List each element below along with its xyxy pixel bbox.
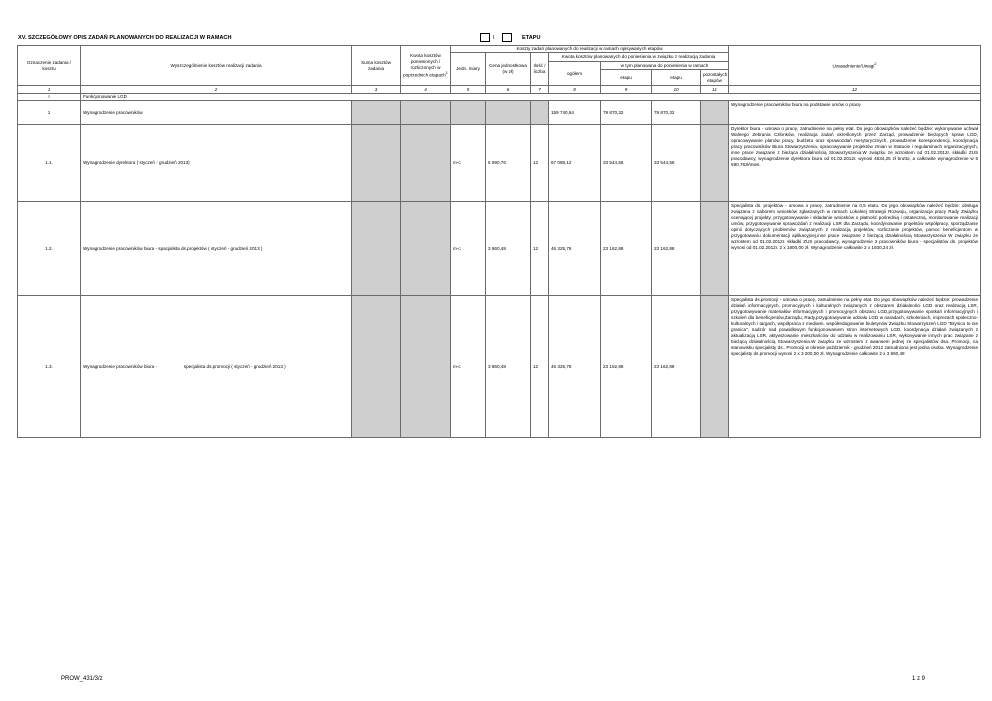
row-suma <box>352 101 401 125</box>
header-uzasadnienie <box>729 46 981 86</box>
row-description: Wynagrodzenie pracowników biura - specjalista ds.promocji ( styczeń - grudzień 2013 ) <box>81 296 352 438</box>
row-jedn: m-c <box>451 202 486 296</box>
row-pozostale <box>701 296 729 438</box>
cost-table <box>17 45 981 438</box>
row-id: 1.1. <box>18 125 81 202</box>
column-number: 10 <box>652 86 701 94</box>
row-etap-1: 79 870,32 <box>601 101 652 125</box>
row-jedn <box>451 101 486 125</box>
row-id: 1.2. <box>18 202 81 296</box>
column-number: 5 <box>451 86 486 94</box>
header-pozostalych: pozostałych etapów <box>701 70 729 86</box>
row-etap-2: 23 162,88 <box>652 296 701 438</box>
row-ilosc: 12 <box>531 125 549 202</box>
row-kwota <box>401 296 451 438</box>
row-description: Wynagrodzenie pracowników biura - spacjalista ds.projektów ( styczeń - grudzień 2013 ) <box>81 202 352 296</box>
section-row <box>18 94 981 101</box>
row-pozostale <box>701 101 729 125</box>
row-pozostale <box>701 202 729 296</box>
row-suma <box>352 125 401 202</box>
column-number: 9 <box>601 86 652 94</box>
row-cena <box>486 101 531 125</box>
page-number: 1 z 9 <box>912 676 926 682</box>
row-ogolem: 159 740,64 <box>549 101 601 125</box>
footnote-1: 1 <box>445 70 448 75</box>
header-wyszczegolnienie: Wyszczególnienie kosztów realizacji zadania <box>81 46 352 86</box>
column-number: 4 <box>401 86 451 94</box>
row-ogolem: 67 089,12 <box>549 125 601 202</box>
title-row <box>18 33 978 45</box>
row-ilosc: 12 <box>531 202 549 296</box>
row-description: Wynagrodzenie dyrektora ( styczeń - grudzień 2013) <box>81 125 352 202</box>
header-etapu-b: etapu <box>652 70 701 86</box>
row-uwagi: Specjalista ds. projektów - umowa o pracę, zatrudnienie na 0,5 etatu. Do jego obowiązków należeć będzie: obsługa związana z naborem wniosków zgłaszanych w ramach Lokalnej Strategii Rozwoju, organizacja pracy Rady Związku ocenającej projekty, przygotowywanie i składanie wniosków o płatność pośrednią i ostateczną, monitorowanie realizacji umów, przygotowywanie sprawozdań z realizacji LSR dla Zarządu, koordynowanie projektów współpracy, sporządzanie opinii dotyczących problemów związanych z realizacją projektów, rozliczanie projektów, pomoc beneficjentom w przygotowaniu dokumentacji aplikacyjnej,inne prace związane z bieżącą działalnością Stowarzyszenia W związku ze wzrostem od 01.02.2012r. składki ZUS pracodawcy, wynagrodzenie 2 pracowników biura - specjalistów ds. projektów wynosi od 01.02.2012r. 2 x 1800,00 zł. Wynagrodzenie całkowite 2 x 1930,24 zł. <box>729 202 981 296</box>
header-ilosc: Ilość / liczba <box>531 53 549 86</box>
row-etap-1: 23 162,88 <box>601 296 652 438</box>
row-etap-2: 23 162,88 <box>652 202 701 296</box>
column-number: 6 <box>486 86 531 94</box>
header-etapu-a: etapu <box>601 70 652 86</box>
header-koszty-group: Koszty zadań planowanych do realizacji w ramach opisywanych etapów <box>451 46 729 53</box>
row-cena: 5 590,76 <box>486 125 531 202</box>
row-cena: 3 860,48 <box>486 202 531 296</box>
row-description: Wynagrodzenie pracowników <box>81 101 352 125</box>
row-cena: 3 860,48 <box>486 296 531 438</box>
row-uwagi: Wynagrodzenie pracowników biura na podstawie umów o pracę <box>729 101 981 125</box>
row-etap-1: 23 162,88 <box>601 202 652 296</box>
column-number: 3 <box>352 86 401 94</box>
row-uwagi: Dyrektor biura - umowa o pracę, zatrudnienie na pełny etat. Do jego obowiązków należeć będzie: wykonywanie uchwał Walnego Zebrania Członków, realizacja zadań określonych przez Zarząd, prowadzenie bieżących spraw LGD, opracowywanie planów pracy, budżetu oraz sprawozdań merytorycznych, prowadzenie korespondencji, koordynacja pracy pracowników Biura Stowarzyszenia, opracowywanie projektów zmian w Statucie i regulaminach organizacyjnych, inne prace związane z bieżąca działalnością Stowarzyszenia.W związku ze wzrostem od 01.02.2012r. składki ZUS pracodawcy, wynagrodzenie dyrektora biura od 01.02.2012r. wynosi 4634,25 zł brutto, a całkowite wynagrodzenie w 5 590,76zł/mies. <box>729 125 981 202</box>
document-title: XV. SZCZEGÓŁOWY OPIS ZADAŃ PLANOWANYCH DO REALIZACJI W RAMACH <box>18 35 232 41</box>
table-row <box>18 296 981 438</box>
column-number: 8 <box>549 86 601 94</box>
row-ogolem: 46 325,76 <box>549 296 601 438</box>
table-row <box>18 202 981 296</box>
stage-checkbox-1[interactable] <box>480 33 490 42</box>
row-id: 1 <box>18 101 81 125</box>
row-jedn: m-c <box>451 125 486 202</box>
section-id: I <box>18 94 81 101</box>
header-oznaczenie: Oznaczenie zadania / kosztu <box>18 46 81 86</box>
stage-label: ETAPU <box>522 35 541 41</box>
section-label: Funkcjonowanie LGD <box>81 94 981 101</box>
table-row <box>18 101 981 125</box>
row-etap-2: 79 870,32 <box>652 101 701 125</box>
column-number: 11 <box>701 86 729 94</box>
stage-checkbox-2[interactable] <box>502 33 512 42</box>
row-jedn: m-c <box>451 296 486 438</box>
header-uzasadnienie-text: Uzasadnienie/Uwagi <box>832 63 875 69</box>
row-pozostale <box>701 125 729 202</box>
header-kwota-group: Kwota kosztów planowanych do poniesienia w związku z realizacją zadania <box>549 53 729 62</box>
form-code: PROW_431/3/z <box>61 676 103 682</box>
column-number: 2 <box>81 86 352 94</box>
stage-separator: I <box>493 35 495 41</box>
column-number: 12 <box>729 86 981 94</box>
footnote-2: 2 <box>874 61 877 66</box>
row-etap-1: 33 544,56 <box>601 125 652 202</box>
header-kwota <box>401 46 451 86</box>
row-id: 1.3. <box>18 296 81 438</box>
table-row <box>18 125 981 202</box>
header-jedn: Jedn. miary <box>451 53 486 86</box>
header-kwota-text: Kwota kosztów poniesionych / rozliczonych w poprzednich etapach <box>403 52 446 78</box>
row-etap-2: 33 544,56 <box>652 125 701 202</box>
column-number: 1 <box>18 86 81 94</box>
row-ogolem: 46 325,76 <box>549 202 601 296</box>
column-number: 7 <box>531 86 549 94</box>
row-kwota <box>401 101 451 125</box>
header-suma: Suma kosztów zadania <box>352 46 401 86</box>
header-ogolem: ogółem <box>549 62 601 86</box>
row-uwagi: Specjalista ds.promocji - umowa o pracę, zatrudnienie na pełny etat. Do jego obowiązków należeć będzie: prowadzenie działań informacyjnych, promocyjnych i kulturalnych związanych z obszarem działalności LGD oraz realizacją LSR, przygotowywanie materiałów informacyjnych i promocyjnych obszaru LGD,przygotowywanie spotkań informacyjnych i szkoleń dla beneficjentów,Zarządu, Rady,przygotowywanie udziału LGD w naradach, szkoleniach, imprezach społeczno-kulturalnych i targach, współpraca z mediami, współredagowanie biuletynów Związku Stowarzyszeń LGD "Brynica to nie granica", nadzór nad prawidłowym funkcjonowaniem stron internetowych LGD, koordynacja działań związanych z aktualizacją LSR, aktywizowanie mieszkańców do udziału w realizowaniu LSR, wykonywanie innych prac związane z bieżącą działalnością Stowarzyszenia.W związku ze wzrostem z awansem jednej ze specjalistów dsa. Promocji, na stanowisku specjalisty ds.. Promocji w okresie październik - grudzień 2012 zatrudniona jest jedna osoba. Wynagrodzenie specjalisty ds.promocji wynosi 2 x 3 200,00 zł. Wynagrodzenie całkowite 2 x 3 860,48 <box>729 296 981 438</box>
header-w-tym: w tym planowana do poniesienia w ramach <box>601 62 729 70</box>
row-kwota <box>401 125 451 202</box>
row-suma <box>352 296 401 438</box>
row-suma <box>352 202 401 296</box>
row-kwota <box>401 202 451 296</box>
header-cena: Cena jednostkowa (w zł) <box>486 53 531 86</box>
row-ilosc: 12 <box>531 296 549 438</box>
row-ilosc <box>531 101 549 125</box>
